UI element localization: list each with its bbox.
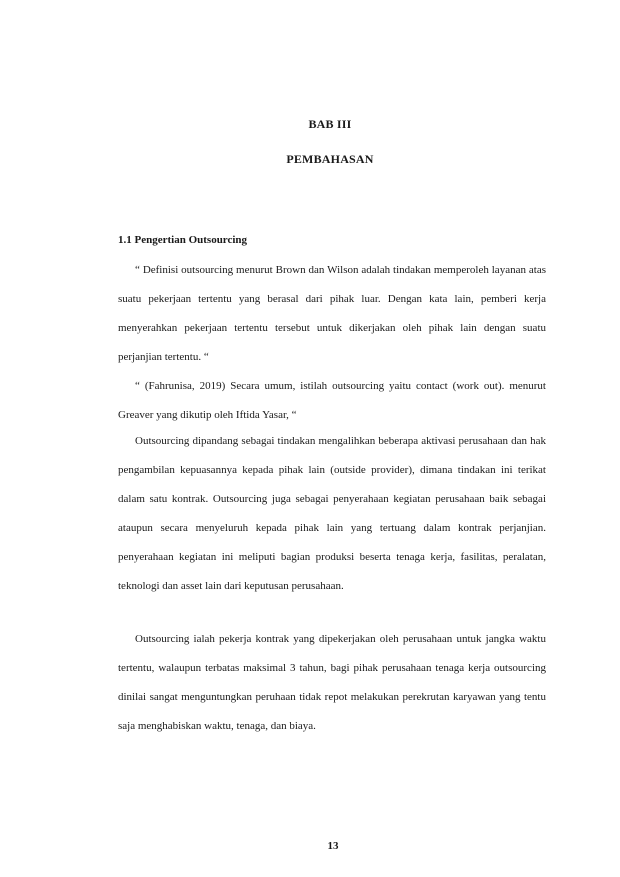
paragraph-fahrunisa-citation: “ (Fahrunisa, 2019) Secara umum, istilah outsourcing yaitu contact (work out). menurut Greaver yang dikutip oleh Iftida Yasar, “ [118,380,546,422]
page-number: 13 [327,840,339,852]
paragraph-contract-workers: Outsourcing ialah pekerja kontrak yang dipekerjakan oleh perusahaan untuk jangka waktu tertentu, walaupun terbatas maksimal 3 tahun, bagi pihak perusahaan tenaga kerja outsourcing dinilai sangat menguntungkan peruhaan tidak repot melakukan perekrutan karyawan yang tentu saja menghabiskan waktu, tenaga, dan biaya. [118,633,546,733]
paragraph-outsourcing-activities: Outsourcing dipandang sebagai tindakan mengalihkan beberapa aktivasi perusahaan dan hak pengambilan kepuasannya kepada pihak lain (outside provider), dimana tindakan ini terikat dalam satu kontrak. Outsourcing juga sebagai penyerahaan kegiatan perusahaan baik sebagai ataupun secara menyeluruh kepada pihak lain yang tertuang dalam kontrak perjanjian. penyerahaan kegiatan ini meliputi bagian produksi beserta tenaga kerja, fasilitas, peralatan, teknologi dan asset lain dari keputusan perusahaan. [118,435,546,593]
chapter-number: BAB III [308,117,352,131]
chapter-title: PEMBAHASAN [286,152,374,166]
paragraph-definition-brown-wilson: “ Definisi outsourcing menurut Brown dan Wilson adalah tindakan memperoleh layanan atas suatu pekerjaan tertentu yang berasal dari pihak luar. Dengan kata lain, pemberi kerja menyerahkan pekerjaan tertentu tersebut untuk dikerjakan oleh pihak lain dengan suatu perjanjian tertentu. “ [118,264,546,364]
section-heading: 1.1 Pengertian Outsourcing [118,234,248,246]
